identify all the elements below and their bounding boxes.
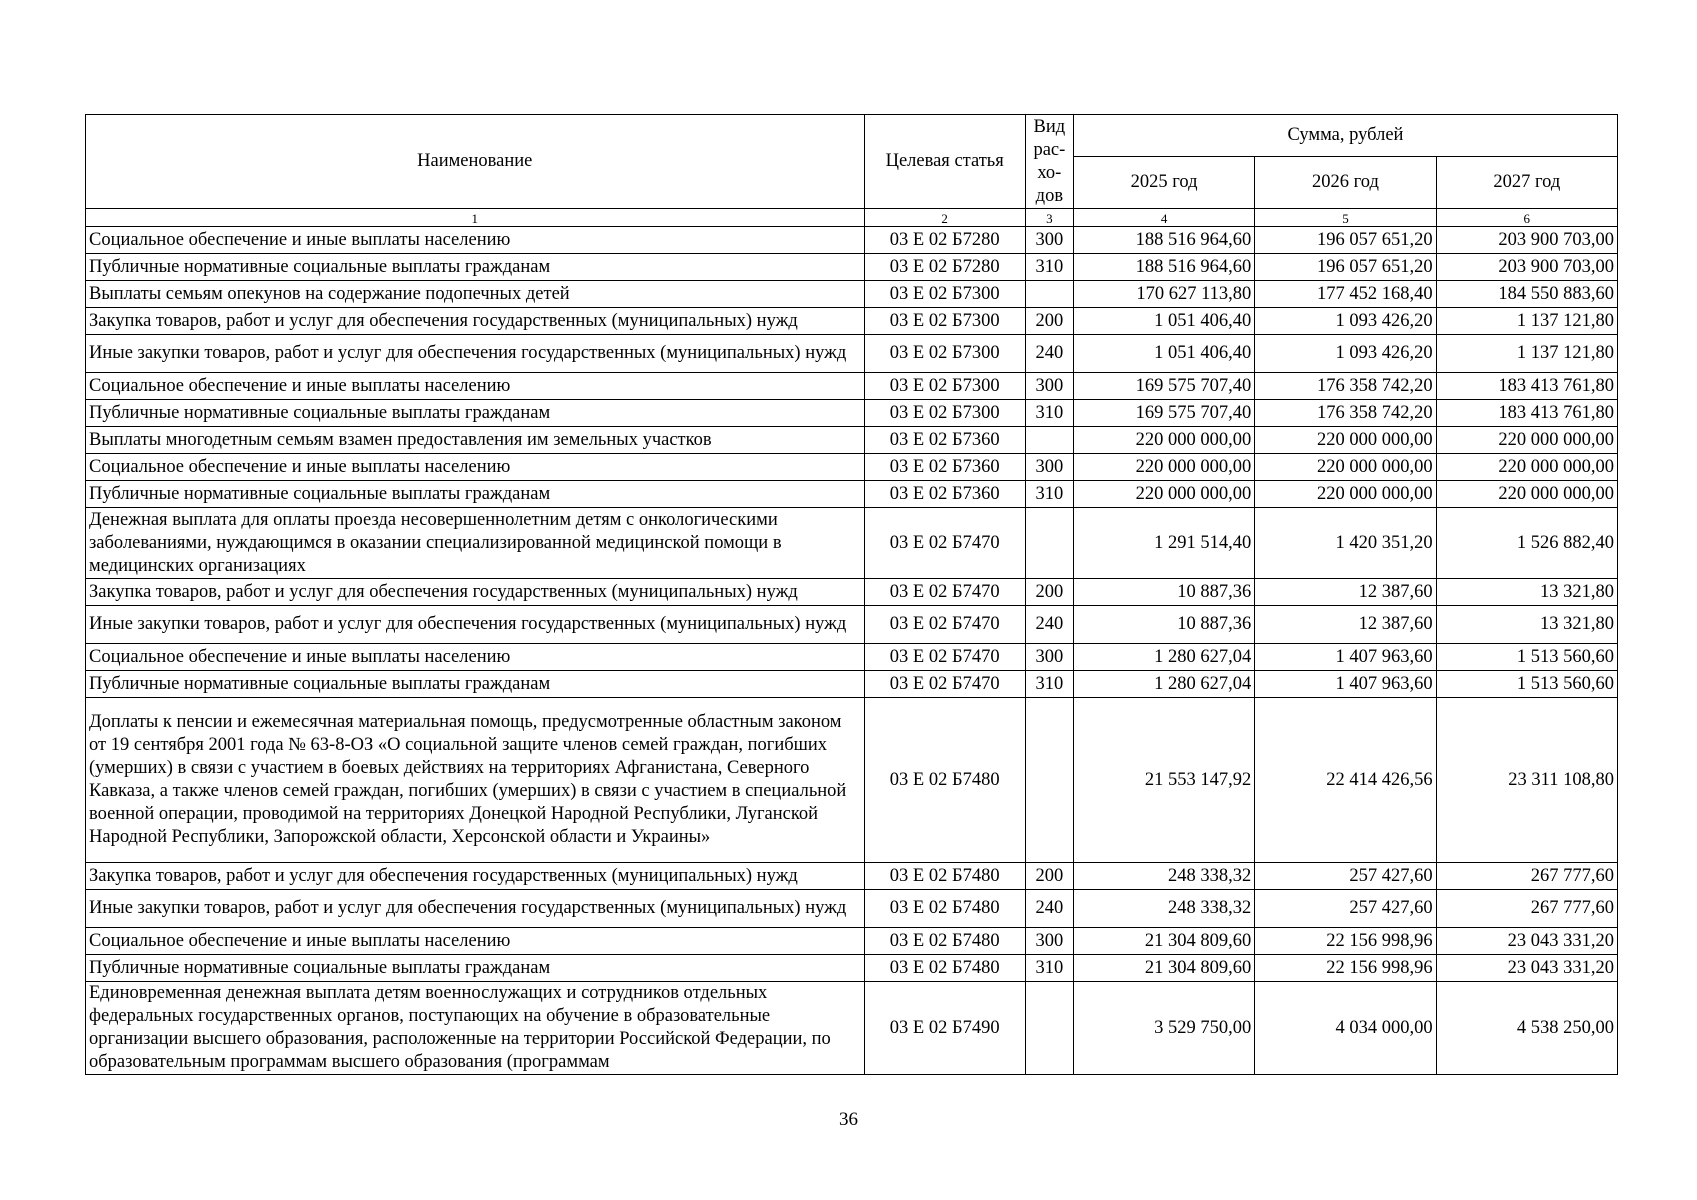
row-amount-2026: 4 034 000,00 xyxy=(1255,982,1436,1075)
header-expense-type-text: Вид рас-хо-дов xyxy=(1033,116,1066,206)
row-amount-2026: 22 156 998,96 xyxy=(1255,928,1436,955)
row-name: Социальное обеспечение и иные выплаты населению xyxy=(86,373,865,400)
row-expense-type xyxy=(1025,427,1073,454)
table-row xyxy=(86,481,1618,508)
row-target-article: 03 Е 02 Б7470 xyxy=(864,671,1025,698)
row-target-article: 03 Е 02 Б7300 xyxy=(864,308,1025,335)
row-amount-2026: 1 093 426,20 xyxy=(1255,308,1436,335)
row-amount-2026: 176 358 742,20 xyxy=(1255,373,1436,400)
row-amount-2026: 220 000 000,00 xyxy=(1255,454,1436,481)
header-amount: Сумма, рублей xyxy=(1073,115,1617,157)
row-name: Социальное обеспечение и иные выплаты населению xyxy=(86,454,865,481)
row-name: Иные закупки товаров, работ и услуг для обеспечения государственных (муниципальных) нужд xyxy=(86,335,865,373)
row-expense-type: 240 xyxy=(1025,890,1073,928)
column-number: 5 xyxy=(1255,209,1436,227)
row-amount-2026: 1 407 963,60 xyxy=(1255,671,1436,698)
row-amount-2026: 220 000 000,00 xyxy=(1255,481,1436,508)
row-amount-2027: 184 550 883,60 xyxy=(1436,281,1617,308)
row-amount-2025: 188 516 964,60 xyxy=(1073,254,1254,281)
row-amount-2027: 23 043 331,20 xyxy=(1436,955,1617,982)
row-amount-2026: 22 414 426,56 xyxy=(1255,698,1436,863)
row-name: Публичные нормативные социальные выплаты гражданам xyxy=(86,400,865,427)
page-number: 36 xyxy=(839,1109,858,1130)
table-row xyxy=(86,928,1618,955)
table-row xyxy=(86,427,1618,454)
row-amount-2026: 1 093 426,20 xyxy=(1255,335,1436,373)
row-expense-type: 200 xyxy=(1025,863,1073,890)
row-amount-2027: 23 043 331,20 xyxy=(1436,928,1617,955)
row-amount-2027: 13 321,80 xyxy=(1436,579,1617,606)
row-amount-2025: 21 304 809,60 xyxy=(1073,928,1254,955)
row-target-article: 03 Е 02 Б7480 xyxy=(864,955,1025,982)
row-expense-type: 300 xyxy=(1025,644,1073,671)
row-amount-2026: 1 420 351,20 xyxy=(1255,508,1436,579)
row-target-article: 03 Е 02 Б7490 xyxy=(864,982,1025,1075)
row-amount-2026: 220 000 000,00 xyxy=(1255,427,1436,454)
row-name: Единовременная денежная выплата детям военнослужащих и сотрудников отдельных федеральных государственных органов, поступающих на обучение в образовательные организации высшего образования, расположенные на территории Российской Федерации, по образовательным программам высшего образования (программам xyxy=(86,982,865,1075)
table-row xyxy=(86,281,1618,308)
row-amount-2026: 177 452 168,40 xyxy=(1255,281,1436,308)
row-expense-type: 310 xyxy=(1025,400,1073,427)
row-amount-2025: 1 291 514,40 xyxy=(1073,508,1254,579)
row-amount-2025: 1 280 627,04 xyxy=(1073,644,1254,671)
header-target-article: Целевая статья xyxy=(864,115,1025,209)
header-name: Наименование xyxy=(86,115,865,209)
row-target-article: 03 Е 02 Б7300 xyxy=(864,335,1025,373)
row-amount-2026: 196 057 651,20 xyxy=(1255,254,1436,281)
row-target-article: 03 Е 02 Б7480 xyxy=(864,698,1025,863)
column-number: 2 xyxy=(864,209,1025,227)
row-amount-2027: 1 137 121,80 xyxy=(1436,335,1617,373)
row-name: Иные закупки товаров, работ и услуг для обеспечения государственных (муниципальных) нужд xyxy=(86,890,865,928)
row-target-article: 03 Е 02 Б7360 xyxy=(864,454,1025,481)
row-target-article: 03 Е 02 Б7470 xyxy=(864,579,1025,606)
table-row xyxy=(86,644,1618,671)
row-expense-type xyxy=(1025,698,1073,863)
row-name: Публичные нормативные социальные выплаты гражданам xyxy=(86,481,865,508)
row-expense-type: 310 xyxy=(1025,671,1073,698)
row-amount-2026: 257 427,60 xyxy=(1255,890,1436,928)
row-expense-type: 200 xyxy=(1025,579,1073,606)
row-amount-2025: 170 627 113,80 xyxy=(1073,281,1254,308)
row-amount-2027: 220 000 000,00 xyxy=(1436,454,1617,481)
row-amount-2026: 22 156 998,96 xyxy=(1255,955,1436,982)
table-row xyxy=(86,227,1618,254)
table-row xyxy=(86,400,1618,427)
row-amount-2026: 176 358 742,20 xyxy=(1255,400,1436,427)
row-amount-2027: 1 526 882,40 xyxy=(1436,508,1617,579)
table-row xyxy=(86,308,1618,335)
row-amount-2027: 183 413 761,80 xyxy=(1436,373,1617,400)
row-amount-2027: 267 777,60 xyxy=(1436,863,1617,890)
row-amount-2025: 21 553 147,92 xyxy=(1073,698,1254,863)
row-amount-2025: 188 516 964,60 xyxy=(1073,227,1254,254)
row-name: Публичные нормативные социальные выплаты гражданам xyxy=(86,955,865,982)
table-row xyxy=(86,579,1618,606)
table-row xyxy=(86,955,1618,982)
row-amount-2025: 10 887,36 xyxy=(1073,606,1254,644)
row-amount-2026: 12 387,60 xyxy=(1255,579,1436,606)
row-amount-2025: 10 887,36 xyxy=(1073,579,1254,606)
row-expense-type xyxy=(1025,281,1073,308)
table-row xyxy=(86,698,1618,863)
row-name: Закупка товаров, работ и услуг для обеспечения государственных (муниципальных) нужд xyxy=(86,579,865,606)
row-target-article: 03 Е 02 Б7280 xyxy=(864,254,1025,281)
header-year-2027: 2027 год xyxy=(1436,157,1617,209)
table-row xyxy=(86,454,1618,481)
table-row xyxy=(86,863,1618,890)
header-year-2025: 2025 год xyxy=(1073,157,1254,209)
column-number: 6 xyxy=(1436,209,1617,227)
row-name: Социальное обеспечение и иные выплаты населению xyxy=(86,644,865,671)
column-number: 3 xyxy=(1025,209,1073,227)
row-amount-2025: 220 000 000,00 xyxy=(1073,427,1254,454)
row-target-article: 03 Е 02 Б7360 xyxy=(864,427,1025,454)
row-amount-2025: 220 000 000,00 xyxy=(1073,454,1254,481)
row-name: Социальное обеспечение и иные выплаты населению xyxy=(86,928,865,955)
row-expense-type: 310 xyxy=(1025,955,1073,982)
table-row xyxy=(86,606,1618,644)
row-name: Иные закупки товаров, работ и услуг для обеспечения государственных (муниципальных) нужд xyxy=(86,606,865,644)
header-year-2026: 2026 год xyxy=(1255,157,1436,209)
row-amount-2027: 23 311 108,80 xyxy=(1436,698,1617,863)
row-amount-2026: 1 407 963,60 xyxy=(1255,644,1436,671)
row-name: Социальное обеспечение и иные выплаты населению xyxy=(86,227,865,254)
table-row xyxy=(86,373,1618,400)
row-amount-2026: 196 057 651,20 xyxy=(1255,227,1436,254)
row-amount-2027: 203 900 703,00 xyxy=(1436,227,1617,254)
row-amount-2027: 220 000 000,00 xyxy=(1436,427,1617,454)
row-amount-2025: 1 051 406,40 xyxy=(1073,308,1254,335)
row-expense-type: 300 xyxy=(1025,227,1073,254)
table-row xyxy=(86,671,1618,698)
row-amount-2025: 1 280 627,04 xyxy=(1073,671,1254,698)
row-amount-2027: 13 321,80 xyxy=(1436,606,1617,644)
row-expense-type: 300 xyxy=(1025,454,1073,481)
row-target-article: 03 Е 02 Б7480 xyxy=(864,863,1025,890)
row-expense-type: 300 xyxy=(1025,928,1073,955)
table-row xyxy=(86,982,1618,1075)
header-expense-type xyxy=(1025,115,1073,209)
row-amount-2025: 248 338,32 xyxy=(1073,863,1254,890)
row-amount-2025: 1 051 406,40 xyxy=(1073,335,1254,373)
row-expense-type: 310 xyxy=(1025,481,1073,508)
row-amount-2025: 169 575 707,40 xyxy=(1073,373,1254,400)
row-target-article: 03 Е 02 Б7470 xyxy=(864,606,1025,644)
row-target-article: 03 Е 02 Б7300 xyxy=(864,400,1025,427)
row-name: Выплаты многодетным семьям взамен предоставления им земельных участков xyxy=(86,427,865,454)
row-target-article: 03 Е 02 Б7470 xyxy=(864,508,1025,579)
row-name: Публичные нормативные социальные выплаты гражданам xyxy=(86,671,865,698)
column-number: 1 xyxy=(86,209,865,227)
row-name: Закупка товаров, работ и услуг для обеспечения государственных (муниципальных) нужд xyxy=(86,308,865,335)
row-amount-2027: 183 413 761,80 xyxy=(1436,400,1617,427)
row-expense-type: 240 xyxy=(1025,606,1073,644)
row-amount-2027: 4 538 250,00 xyxy=(1436,982,1617,1075)
row-expense-type: 310 xyxy=(1025,254,1073,281)
table-row xyxy=(86,890,1618,928)
row-name: Закупка товаров, работ и услуг для обеспечения государственных (муниципальных) нужд xyxy=(86,863,865,890)
row-amount-2027: 1 513 560,60 xyxy=(1436,644,1617,671)
row-amount-2025: 248 338,32 xyxy=(1073,890,1254,928)
row-expense-type xyxy=(1025,982,1073,1075)
row-amount-2026: 12 387,60 xyxy=(1255,606,1436,644)
row-amount-2025: 21 304 809,60 xyxy=(1073,955,1254,982)
table-row xyxy=(86,508,1618,579)
row-amount-2025: 220 000 000,00 xyxy=(1073,481,1254,508)
row-target-article: 03 Е 02 Б7480 xyxy=(864,928,1025,955)
row-amount-2027: 220 000 000,00 xyxy=(1436,481,1617,508)
row-amount-2027: 267 777,60 xyxy=(1436,890,1617,928)
row-target-article: 03 Е 02 Б7300 xyxy=(864,281,1025,308)
row-target-article: 03 Е 02 Б7360 xyxy=(864,481,1025,508)
row-amount-2025: 169 575 707,40 xyxy=(1073,400,1254,427)
row-name: Денежная выплата для оплаты проезда несовершеннолетним детям с онкологическими заболеваниями, нуждающимся в оказании специализированной медицинской помощи в медицинских организациях xyxy=(86,508,865,579)
row-expense-type: 300 xyxy=(1025,373,1073,400)
row-amount-2027: 203 900 703,00 xyxy=(1436,254,1617,281)
row-amount-2025: 3 529 750,00 xyxy=(1073,982,1254,1075)
row-amount-2027: 1 513 560,60 xyxy=(1436,671,1617,698)
budget-table xyxy=(85,114,1618,1075)
row-amount-2026: 257 427,60 xyxy=(1255,863,1436,890)
table-row xyxy=(86,254,1618,281)
table-row xyxy=(86,335,1618,373)
column-number: 4 xyxy=(1073,209,1254,227)
row-target-article: 03 Е 02 Б7480 xyxy=(864,890,1025,928)
row-expense-type: 240 xyxy=(1025,335,1073,373)
row-name: Доплаты к пенсии и ежемесячная материальная помощь, предусмотренные областным законом от 19 сентября 2001 года № 63-8-ОЗ «О социальной защите членов семей граждан, погибших (умерших) в связи с участием в боевых действиях на территориях Афганистана, Северного Кавказа, а также членов семей граждан, погибших (умерших) в связи с участием в специальной военной операции, проводимой на территориях Донецкой Народной Республики, Луганской Народной Республики, Запорожской области, Херсонской области и Украины» xyxy=(86,698,865,863)
row-target-article: 03 Е 02 Б7300 xyxy=(864,373,1025,400)
table-body xyxy=(86,227,1618,1075)
row-expense-type xyxy=(1025,508,1073,579)
row-expense-type: 200 xyxy=(1025,308,1073,335)
row-name: Выплаты семьям опекунов на содержание подопечных детей xyxy=(86,281,865,308)
row-target-article: 03 Е 02 Б7470 xyxy=(864,644,1025,671)
row-target-article: 03 Е 02 Б7280 xyxy=(864,227,1025,254)
row-name: Публичные нормативные социальные выплаты гражданам xyxy=(86,254,865,281)
row-amount-2027: 1 137 121,80 xyxy=(1436,308,1617,335)
